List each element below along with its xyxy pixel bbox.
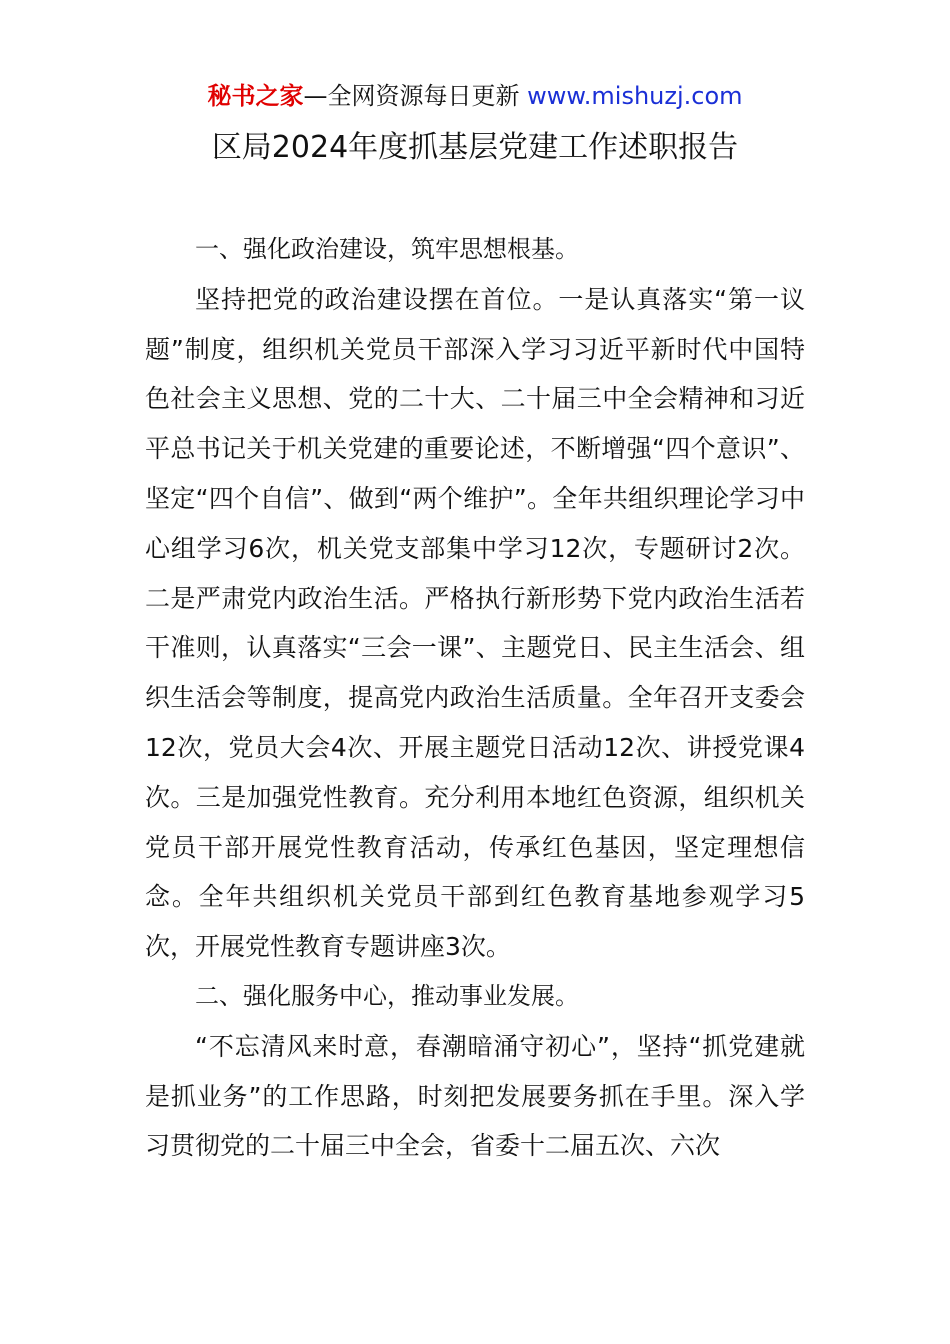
brand-name: 秘书之家 <box>207 82 304 110</box>
document-title: 区局2024年度抓基层党建工作述职报告 <box>211 130 739 165</box>
site-banner <box>0 80 950 112</box>
section-heading-1: 一、强化政治建设，筑牢思想根基。 <box>195 235 579 263</box>
site-slogan: —全网资源每日更新 <box>303 82 520 110</box>
body-paragraph-2: “不忘清风来时意，春潮暗涌守初心”，坚持“抓党建就是抓业务”的工作思路，时刻把发展要务抓在手里。深入学习贯彻党的二十届三中全会，省委十二届五次、六次 <box>145 1031 805 1161</box>
section-heading-2: 二、强化服务中心，推动事业发展。 <box>195 981 579 1010</box>
site-url-link[interactable]: www.mishuzj.com <box>527 82 743 110</box>
document-body <box>145 225 805 1171</box>
body-paragraph-1: 坚持把党的政治建设摆在首位。一是认真落实“第一议题”制度，组织机关党员干部深入学习习近平新时代中国特色社会主义思想、党的二十大、二十届三中全会精神和习近平总书记关于机关党建的重要论述，不断增强“四个意识”、坚定“四个自信”、做到“两个维护”。全年共组织理论学习中心组学习6次，机关党支部集中学习12次，专题研讨2次。二是严肃党内政治生活。严格执行新形势下党内政治生活若干准则，认真落实“三会一课”、主题党日、民主生活会、组织生活会等制度，提高党内政治生活质量。全年召开支委会12次，党员大会4次、开展主题党日活动12次、讲授党课4次。三是加强党性教育。充分利用本地红色资源，组织机关党员干部开展党性教育活动，传承红色基因，坚定理想信念。全年共组织机关党员干部到红色教育基地参观学习5次，开展党性教育专题讲座3次。 <box>145 284 805 962</box>
